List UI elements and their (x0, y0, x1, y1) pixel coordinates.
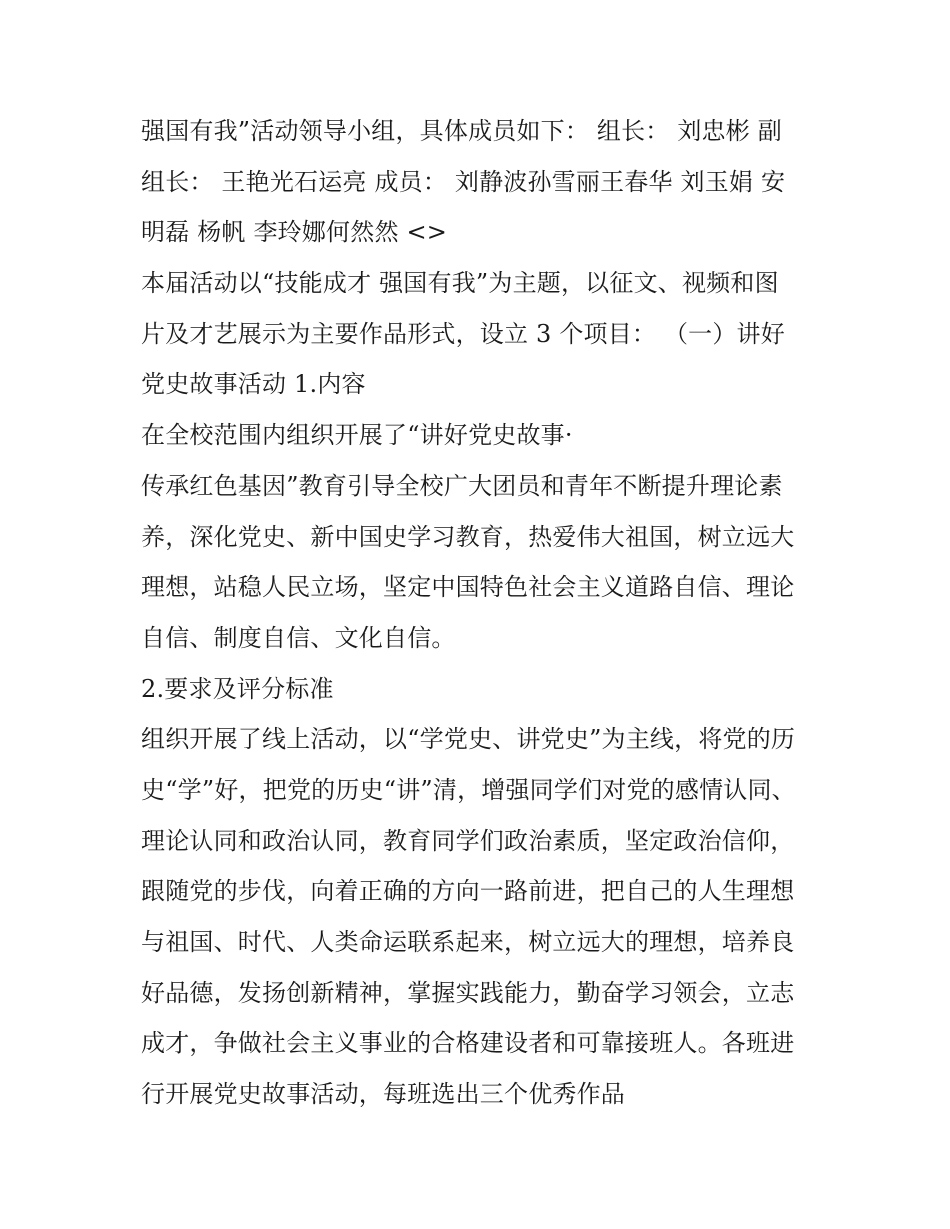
paragraph-online-activity (141, 714, 821, 1120)
text-line: 2.要求及评分标准 (141, 674, 334, 703)
text-line: 强国有我”活动领导小组，具体成员如下： 组长： 刘忠彬 副 (141, 117, 782, 145)
text-line: 明磊 杨帆 李玲娜何然然 <> (141, 218, 448, 247)
text-line: 党史故事活动 1.内容 (141, 370, 366, 399)
text-line: 在全校范围内组织开展了“讲好党史故事· (141, 421, 573, 450)
text-line: 行开展党史故事活动，每班选出三个优秀作品 (141, 1080, 625, 1109)
paragraph-activity-theme (141, 258, 821, 410)
text-line: 组织开展了线上活动，以“学党史、讲党史”为主线，将党的历 (141, 725, 796, 754)
text-line: 养，深化党史、新中国史学习教育，热爱伟大祖国，树立远大 (141, 522, 795, 551)
text-line: 成才，争做社会主义事业的合格建设者和可靠接班人。各班进 (141, 1029, 795, 1058)
document-body (141, 106, 821, 1120)
text-line: 片及才艺展示为主要作品形式，设立 3 个项目： （一）讲好 (141, 319, 785, 348)
text-line: 理论认同和政治认同，教育同学们政治素质，坚定政治信仰， (141, 826, 795, 855)
text-line: 传承红色基因”教育引导全校广大团员和青年不断提升理论素 (141, 471, 783, 500)
text-line: 组长： 王艳光石运亮 成员： 刘静波孙雪丽王春华 刘玉娟 安 (141, 167, 786, 196)
text-line: 理想，站稳人民立场，坚定中国特色社会主义道路自信、理论 (141, 573, 795, 602)
paragraph-leadership-group (141, 106, 821, 258)
text-line: 本届活动以“技能成才 强国有我”为主题，以征文、视频和图 (141, 269, 779, 298)
text-line: 好品德，发扬创新精神，掌握实践能力，勤奋学习领会，立志 (141, 978, 795, 1007)
text-line: 跟随党的步伐，向着正确的方向一路前进，把自己的人生理想 (141, 877, 795, 906)
text-line: 自信、制度自信、文化自信。 (141, 623, 456, 652)
paragraph-school-wide (141, 410, 821, 461)
paragraph-red-gene (141, 461, 821, 664)
section-heading-requirements (141, 664, 821, 715)
text-line: 史“学”好，把党的历史“讲”清，增强同学们对党的感情认同、 (141, 775, 796, 804)
text-line: 与祖国、时代、人类命运联系起来，树立远大的理想，培养良 (141, 928, 795, 956)
